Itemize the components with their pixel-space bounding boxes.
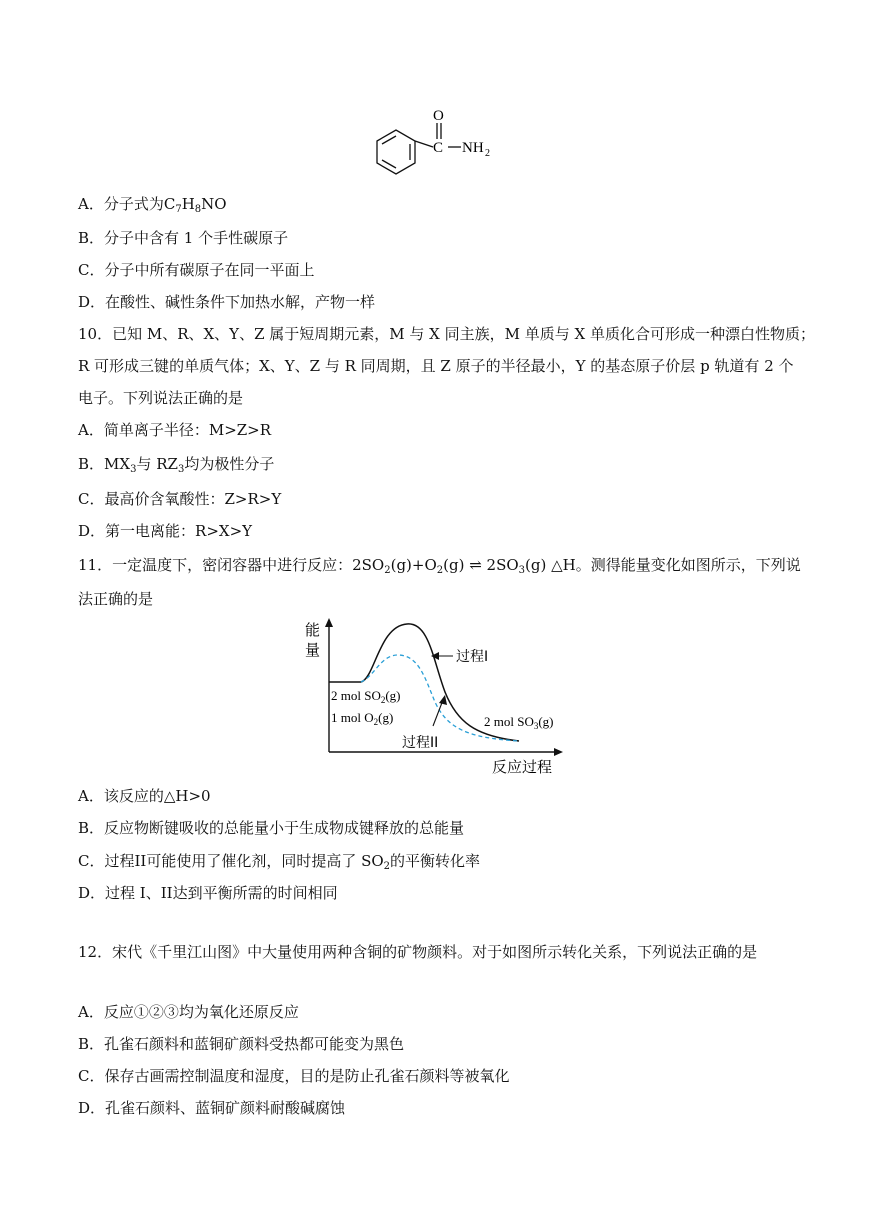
x-axis-arrow: [554, 748, 563, 756]
process-2-pointer: [433, 700, 443, 726]
q11-stem-line-2: 法正确的是: [78, 590, 154, 608]
process-2-label: 过程II: [402, 735, 439, 751]
q12-stem: 12．宋代《千里江山图》中大量使用两种含铜的矿物颜料。对于如图所示转化关系，下列说法正确的是: [78, 943, 758, 961]
q10-option-b: B．$MX_3$与 $RZ_3$均为极性分子: [78, 455, 275, 475]
q9-option-b: B．分子中含有 1 个手性碳原子: [78, 229, 289, 247]
amine-subscript: 2: [485, 148, 490, 159]
x-axis-label: 反应过程: [492, 758, 553, 776]
carbon-label: C: [433, 140, 444, 156]
reactant-label-1: 2 mol $SO_2(g)$: [331, 688, 401, 705]
q10-stem-line-3: 电子。下列说法正确的是: [78, 389, 244, 407]
q11-option-a: A．该反应的△H>0: [78, 787, 211, 805]
q11-option-c: C．过程II可能使用了催化剂，同时提高了 $SO_2$的平衡转化率: [78, 852, 481, 872]
q11-option-d: D．过程 I、II达到平衡所需的时间相同: [78, 884, 338, 902]
q10-stem-line-2: R 可形成三键的单质气体；X、Y、Z 与 R 同周期，且 Z 原子的半径最小，Y 的基态原子价层 p 轨道有 2 个: [78, 357, 794, 375]
q12-option-c: C．保存古画需控制温度和湿度，目的是防止孔雀石颜料等被氧化: [78, 1067, 510, 1085]
reactant-label-2: 1 mol $O_2(g)$: [331, 710, 394, 727]
q9-option-d: D．在酸性、碱性条件下加热水解，产物一样: [78, 293, 376, 311]
y-axis-label-2: 量: [305, 641, 321, 659]
ring-to-carbonyl-bond: [415, 141, 433, 147]
benzamide-structure: [365, 100, 505, 190]
q9-option-c: C．分子中所有碳原子在同一平面上: [78, 261, 315, 279]
q10-option-c: C．最高价含氧酸性：Z>R>Y: [78, 490, 282, 508]
q10-option-a: A．简单离子半径：M>Z>R: [78, 421, 272, 439]
q9-option-a: A．分子式为$C_7H_8NO$: [78, 195, 227, 215]
process-1-label: 过程I: [456, 649, 489, 665]
q12-option-a: A．反应①②③均为氧化还原反应: [78, 1003, 299, 1021]
q10-stem-line-1: 10．已知 M、R、X、Y、Z 属于短周期元素，M 与 X 同主族，M 单质与 X 单质化合可形成一种漂白性物质；: [78, 325, 815, 343]
process-2-arrowhead: [439, 695, 447, 705]
y-axis-label-1: 能: [305, 621, 321, 639]
q12-option-b: B．孔雀石颜料和蓝铜矿颜料受热都可能变为黑色: [78, 1035, 405, 1053]
q11-stem-line-1: 11．一定温度下，密闭容器中进行反应：$2SO_2(g)+O_2(g)$ ⇌ $2SO_3(g)$ △H。测得能量变化如图所示，下列说: [78, 556, 801, 576]
q11-option-b: B．反应物断键吸收的总能量小于生成物成键释放的总能量: [78, 819, 465, 837]
oxygen-label: O: [433, 108, 444, 124]
q12-option-d: D．孔雀石颜料、蓝铜矿颜料耐酸碱腐蚀: [78, 1099, 346, 1117]
q10-option-d: D．第一电离能：R>X>Y: [78, 522, 253, 540]
energy-diagram: [295, 612, 575, 780]
y-axis-arrow: [325, 618, 333, 627]
product-label: 2 mol $SO_3(g)$: [484, 714, 554, 731]
amine-label: NH: [462, 140, 484, 156]
